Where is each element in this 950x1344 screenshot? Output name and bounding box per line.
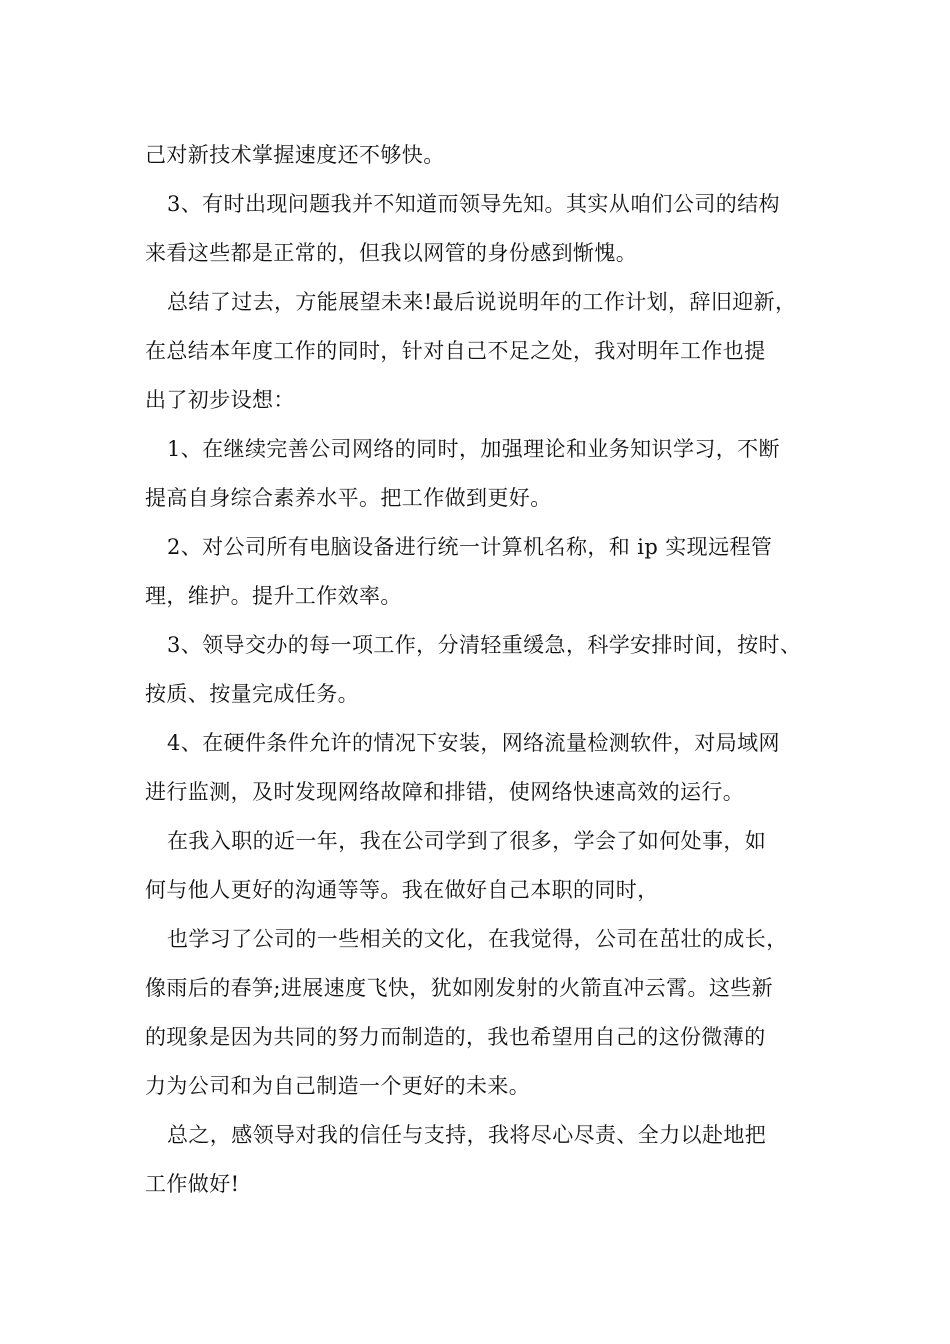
text-line: 力为公司和为自己制造一个更好的未来。 xyxy=(145,1074,531,1098)
text-line: 像雨后的春笋;进展速度飞快，犹如刚发射的火箭直冲云霄。这些新 xyxy=(145,976,774,1000)
text-line: 3、领导交办的每一项工作，分清轻重缓急，科学安排时间，按时、 xyxy=(167,633,802,657)
text-line: 何与他人更好的沟通等等。我在做好自己本职的同时， xyxy=(145,878,659,902)
text-line: 来看这些都是正常的，但我以网管的身份感到惭愧。 xyxy=(145,241,638,265)
document-body xyxy=(145,131,815,1209)
text-line: 按质、按量完成任务。 xyxy=(145,682,359,706)
text-line: 工作做好! xyxy=(145,1172,240,1196)
text-line: 总之，感领导对我的信任与支持，我将尽心尽责、全力以赴地把 xyxy=(167,1123,767,1147)
text-line: 在我入职的近一年，我在公司学到了很多，学会了如何处事，如 xyxy=(167,829,767,853)
text-line: 提高自身综合素养水平。把工作做到更好。 xyxy=(145,486,552,510)
text-line: 2、对公司所有电脑设备进行统一计算机名称，和 ip 实现远程管 xyxy=(167,535,773,559)
text-line: 的现象是因为共同的努力而制造的，我也希望用自己的这份微薄的 xyxy=(145,1025,766,1049)
text-line: 4、在硬件条件允许的情况下安装，网络流量检测软件，对局域网 xyxy=(167,731,780,755)
text-line: 总结了过去，方能展望未来!最后说说明年的工作计划，辞旧迎新， xyxy=(167,290,797,314)
text-line: 己对新技术掌握速度还不够快。 xyxy=(145,143,445,167)
text-line: 1、在继续完善公司网络的同时，加强理论和业务知识学习，不断 xyxy=(167,437,780,461)
text-line: 3、有时出现问题我并不知道而领导先知。其实从咱们公司的结构 xyxy=(167,192,780,216)
text-line: 进行监测，及时发现网络故障和排错，使网络快速高效的运行。 xyxy=(145,780,745,804)
text-line: 出了初步设想： xyxy=(145,388,295,412)
text-line: 理，维护。提升工作效率。 xyxy=(145,584,402,608)
text-line: 在总结本年度工作的同时，针对自己不足之处，我对明年工作也提 xyxy=(145,339,766,363)
text-line: 也学习了公司的一些相关的文化，在我觉得，公司在茁壮的成长， xyxy=(167,927,788,951)
